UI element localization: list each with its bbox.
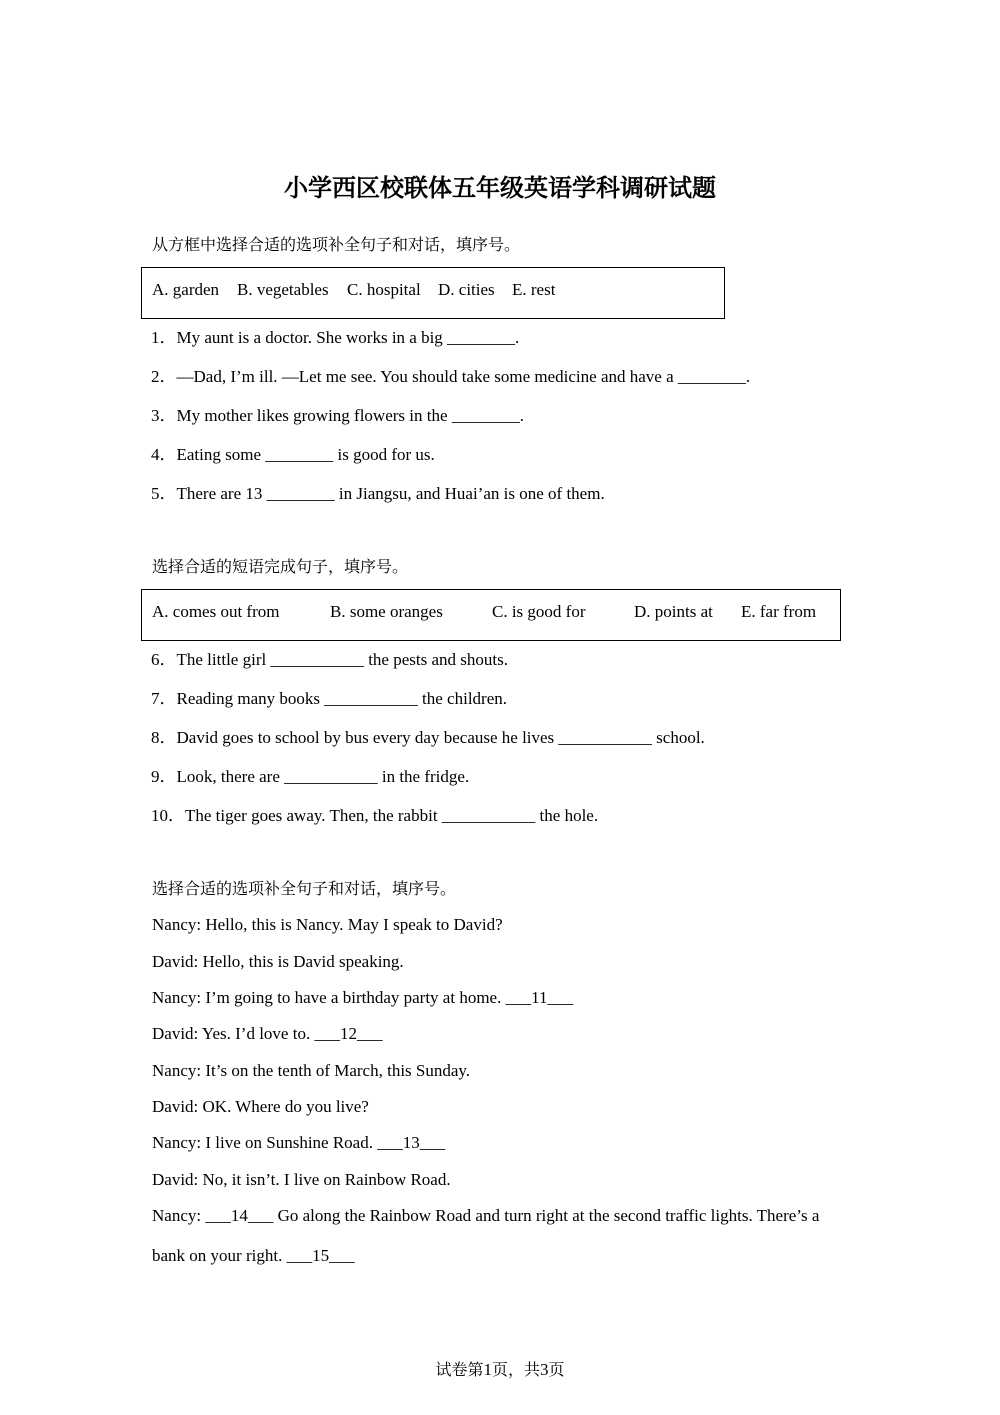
footer-page-number: 1 <box>483 1360 492 1379</box>
dialogue-line: David: No, it isn’t. I live on Rainbow Road. <box>152 1170 451 1189</box>
question-10: 10．The tiger goes away. Then, the rabbit ___________ the hole. <box>151 806 599 825</box>
option-d: D. points at <box>634 602 713 621</box>
section2-option-box <box>141 589 841 641</box>
section3-instruction: 选择合适的选项补全句子和对话，填序号。 <box>152 879 457 898</box>
option-c: C. is good for <box>492 602 586 621</box>
question-4: 4．Eating some ________ is good for us. <box>151 445 435 464</box>
question-9: 9．Look, there are ___________ in the fridge. <box>151 767 470 786</box>
question-7: 7．Reading many books ___________ the children. <box>151 689 508 708</box>
option-c: C. hospital <box>347 280 421 299</box>
dialogue-line: Nancy: ___14___ Go along the Rainbow Road and turn right at the second traffic lights. There’s a <box>152 1206 820 1225</box>
page-footer <box>0 1357 1000 1380</box>
section1-option-box <box>141 267 725 319</box>
option-e: E. rest <box>512 280 556 299</box>
footer-prefix: 试卷第 <box>435 1360 484 1379</box>
footer-total-pages: 3 <box>540 1360 549 1379</box>
option-e: E. far from <box>741 602 817 621</box>
page-title: 小学西区校联体五年级英语学科调研试题 <box>284 174 716 202</box>
question-2: 2．—Dad, I’m ill. —Let me see. You should take some medicine and have a ________. <box>151 367 751 386</box>
option-d: D. cities <box>438 280 495 299</box>
dialogue-line: David: Yes. I’d love to. ___12___ <box>152 1024 383 1043</box>
dialogue-line: David: OK. Where do you live? <box>152 1097 369 1116</box>
footer-mid: 页，共 <box>491 1360 540 1379</box>
dialogue-line: Nancy: Hello, this is Nancy. May I speak to David? <box>152 915 503 934</box>
dialogue-line: David: Hello, this is David speaking. <box>152 952 404 971</box>
question-1: 1．My aunt is a doctor. She works in a big ________. <box>151 328 520 347</box>
dialogue-line: bank on your right. ___15___ <box>152 1246 355 1265</box>
footer-suffix: 页 <box>548 1360 565 1379</box>
question-8: 8．David goes to school by bus every day because he lives ___________ school. <box>151 728 705 747</box>
option-a: A. garden <box>152 280 220 299</box>
question-3: 3．My mother likes growing flowers in the ________. <box>151 406 525 425</box>
dialogue-line: Nancy: It’s on the tenth of March, this Sunday. <box>152 1061 471 1080</box>
dialogue-line: Nancy: I live on Sunshine Road. ___13___ <box>152 1133 446 1152</box>
section2-instruction: 选择合适的短语完成句子，填序号。 <box>152 557 409 576</box>
dialogue-line: Nancy: I’m going to have a birthday party at home. ___11___ <box>152 988 573 1007</box>
option-b: B. some oranges <box>330 602 443 621</box>
question-6: 6．The little girl ___________ the pests and shouts. <box>151 650 508 669</box>
section1-instruction: 从方框中选择合适的选项补全句子和对话，填序号。 <box>152 235 521 254</box>
option-a: A. comes out from <box>152 602 280 621</box>
option-b: B. vegetables <box>237 280 329 299</box>
question-5: 5．There are 13 ________ in Jiangsu, and Huai’an is one of them. <box>151 484 605 503</box>
